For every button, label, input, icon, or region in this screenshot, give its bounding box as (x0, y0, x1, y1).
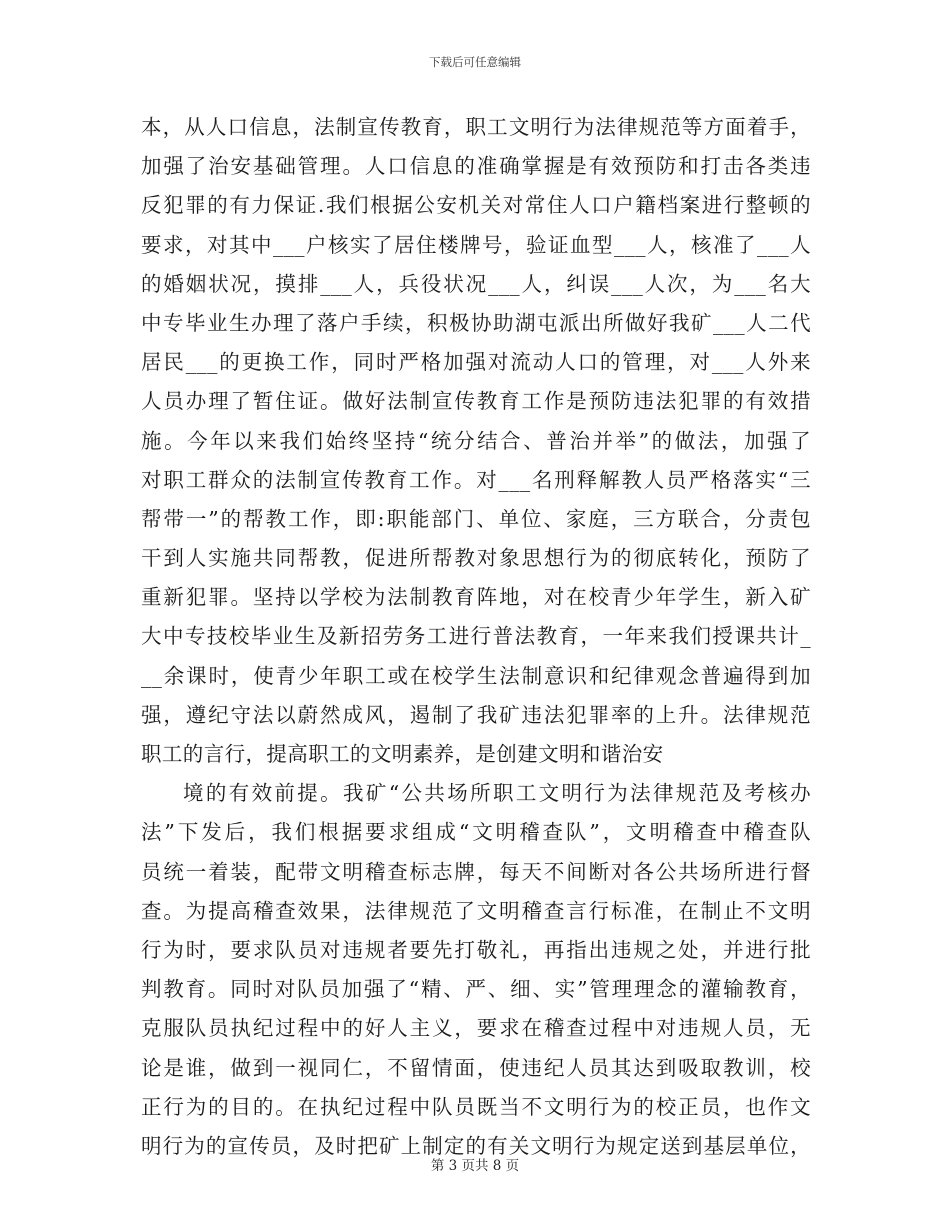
body-line: 反犯罪的有力保证.我们根据公安机关对常住人口户籍档案进行整顿的 (141, 193, 811, 218)
body-line: 正行为的目的。在执纪过程中队员既当不文明行为的校正员，也作文 (141, 1094, 811, 1119)
body-line: 中专毕业生办理了落户手续，积极协助湖屯派出所做好我矿___人二代 (141, 310, 811, 335)
body-line: 查。为提高稽查效果，法律规范了文明稽查言行标准，在制止不文明 (141, 898, 811, 923)
body-line: 人员办理了暂住证。做好法制宣传教育工作是预防违法犯罪的有效措 (141, 389, 811, 414)
body-line: __余课时，使青少年职工或在校学生法制意识和纪律观念普遍得到加 (141, 663, 811, 688)
body-line: 论是谁，做到一视同仁，不留情面，使违纪人员其达到吸取教训，校 (141, 1055, 811, 1080)
body-line: 行为时，要求队员对违规者要先打敬礼，再指出违规之处，并进行批 (141, 937, 811, 962)
paragraph-start-line: 境的有效前提。我矿“公共场所职工文明行为法律规范及考核办 (183, 781, 811, 806)
body-line: 帮带一”的帮教工作，即:职能部门、单位、家庭，三方联合，分责包 (141, 506, 811, 531)
body-line: 要求，对其中___户核实了居住楼牌号，验证血型___人，核准了___人 (141, 232, 811, 257)
body-line: 法”下发后，我们根据要求组成“文明稽查队”，文明稽查中稽查队 (141, 820, 811, 845)
body-line: 的婚姻状况，摸排___人，兵役状况___人，纠误___人次，为___名大 (141, 271, 811, 296)
body-line: 强，遵纪守法以蔚然成风，遏制了我矿违法犯罪率的上升。法律规范 (141, 702, 811, 727)
body-line: 对职工群众的法制宣传教育工作。对___名刑释解教人员严格落实“三 (141, 467, 811, 492)
body-line: 员统一着装，配带文明稽查标志牌，每天不间断对各公共场所进行督 (141, 859, 811, 884)
body-line: 居民___的更换工作，同时严格加强对流动人口的管理，对___人外来 (141, 350, 811, 375)
page-number-footer: 第 3 页共 8 页 (430, 1158, 520, 1174)
document-body (141, 108, 811, 1166)
body-line: 干到人实施共同帮教，促进所帮教对象思想行为的彻底转化，预防了 (141, 546, 811, 571)
body-line: 明行为的宣传员，及时把矿上制定的有关文明行为规定送到基层单位， (141, 1133, 811, 1158)
body-line: 克服队员执纪过程中的好人主义，要求在稽查过程中对违规人员，无 (141, 1016, 811, 1041)
body-line: 判教育。同时对队员加强了“精、严、细、实”管理理念的灌输教育， (141, 977, 811, 1002)
page-header: 下载后可任意编辑 (429, 55, 521, 69)
body-line: 施。今年以来我们始终坚持“统分结合、普治并举”的做法，加强了 (141, 428, 811, 453)
body-line: 本，从人口信息，法制宣传教育，职工文明行为法律规范等方面着手， (141, 115, 811, 139)
body-line: 职工的言行，提高职工的文明素养，是创建文明和谐治安 (141, 742, 664, 766)
body-line: 加强了治安基础管理。人口信息的准确掌握是有效预防和打击各类违 (141, 154, 811, 179)
body-line: 重新犯罪。坚持以学校为法制教育阵地，对在校青少年学生，新入矿 (141, 585, 811, 610)
body-line: 大中专技校毕业生及新招劳务工进行普法教育，一年来我们授课共计_ (141, 624, 811, 649)
